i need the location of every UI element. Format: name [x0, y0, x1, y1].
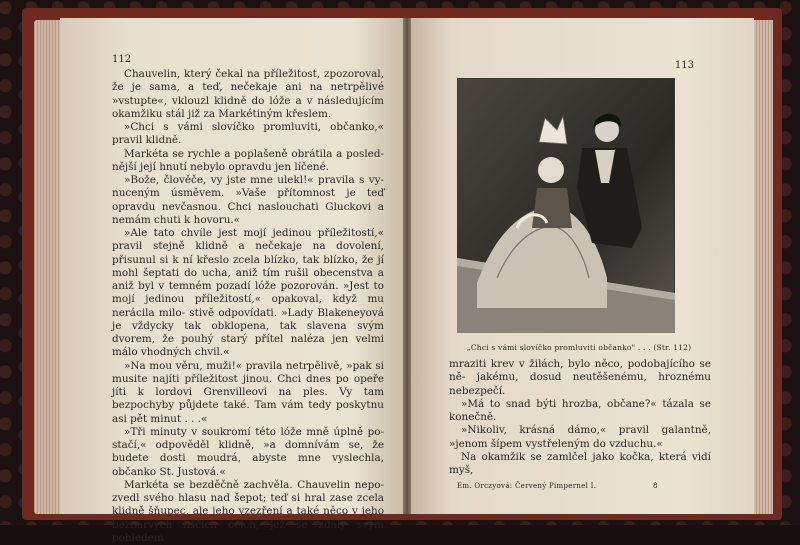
footer-book-title: Em. Orczyová: Červený Pimpernel I. — [457, 482, 597, 490]
right-page — [409, 18, 754, 514]
paragraph: mraziti krev v žilách, bylo něco, podobajícího se ně- jakému, dosud neutěšenému, hroznému nebezpečí. — [449, 358, 711, 397]
left-page — [60, 18, 405, 544]
illustration-caption: „Chci s vámi slovíčko promluviti občanko" . . . (Str. 112) — [466, 343, 692, 352]
right-page-text — [449, 358, 711, 477]
left-page-number: 112 — [112, 54, 132, 65]
signature-mark: 8 — [653, 482, 658, 490]
left-page-text — [112, 68, 384, 545]
paragraph: »Má to snad býti hrozba, občane?« tázala se konečně. — [449, 397, 711, 423]
right-page-number: 113 — [674, 60, 694, 71]
paragraph: »Bože, člověče, vy jste mne ulekl!« pravila s vy- nuceným úsměvem. »Vaše přítomnost je teď opravdu nevčasnou. Chci naslouchati Gluckovi a nemám chuti k hovoru.« — [112, 174, 384, 226]
book-gutter — [403, 18, 411, 514]
paragraph: »Nikoliv, krásná dámo,« pravil galantně, »jenom šípem vystřeleným do vzduchu.« — [449, 424, 711, 450]
paragraph: »Na mou věru, muži!« pravila netrpělivě, »pak si musite najíti příležitost jinou. Chci dnes po opeře jíti k lordovi Grenvilleovi na ples. Vy tam bezpochyby půjdete také. Tam vám tedy poskytnu asi pět minut . . .« — [112, 359, 384, 425]
paragraph: »Tři minuty v soukromí této lóže mně úplně po- stačí,« odpověděl klidně, »a domnívám se, že budete dosti moudrá, abyste mne vyslechla, občanko St. Justová.« — [112, 425, 384, 478]
page-edges-left — [34, 20, 62, 514]
paragraph: Na okamžik se zamlčel jako kočka, která vidí myš, — [449, 450, 711, 476]
paragraph: »Chci s vámi slovíčko promluviti, občanko,« pravil klidně. — [112, 121, 384, 147]
engraving-illustration — [457, 78, 675, 333]
paragraph: Markéta se rychle a poplašeně obrátila a posled- nější její hnutí nebylo opravdu jen líčené. — [112, 147, 384, 173]
paragraph: Markéta se bezděčně zachvěla. Chauvelin nepo- zvedl svého hlasu nad šepot; teď si hral zase zcela klidně šňupec, ale jeho vzezření a také něco v jeho bezbarvých liščích očích, jež se zdály svým pohledem — [112, 478, 384, 544]
paragraph: »Ale tato chvíle jest mojí jedinou příležitostí,« pravil stejně klidně a nečekaje na dovolení, přisunul si k ní křeslo zcela blízko, tak blízko, že jí mohl šeptati do ucha, aniž tím rušil obecenstva a aniž byl v temném pozadí lóže pozorován. »Jest to mojí jedinou příležitostí,« opakoval, když mu nerácila milo- stivě odpovídati. »Lady Blakeneyová je vždycky tak obklopena, tak slavena svým dvorem, že pouhý starý přítel naléza jen velmi málo vhodných chvil.« — [112, 227, 384, 359]
paragraph: Chauvelin, který čekal na příležitost, zpozoroval, že je sama, a teď, nečekaje ani na netrpělivé »vstupte«, vklouzl klidně do lóže a v následujícím okamžiku stál již za Markétiným křeslem. — [112, 68, 384, 120]
page-edges-right — [753, 20, 773, 514]
